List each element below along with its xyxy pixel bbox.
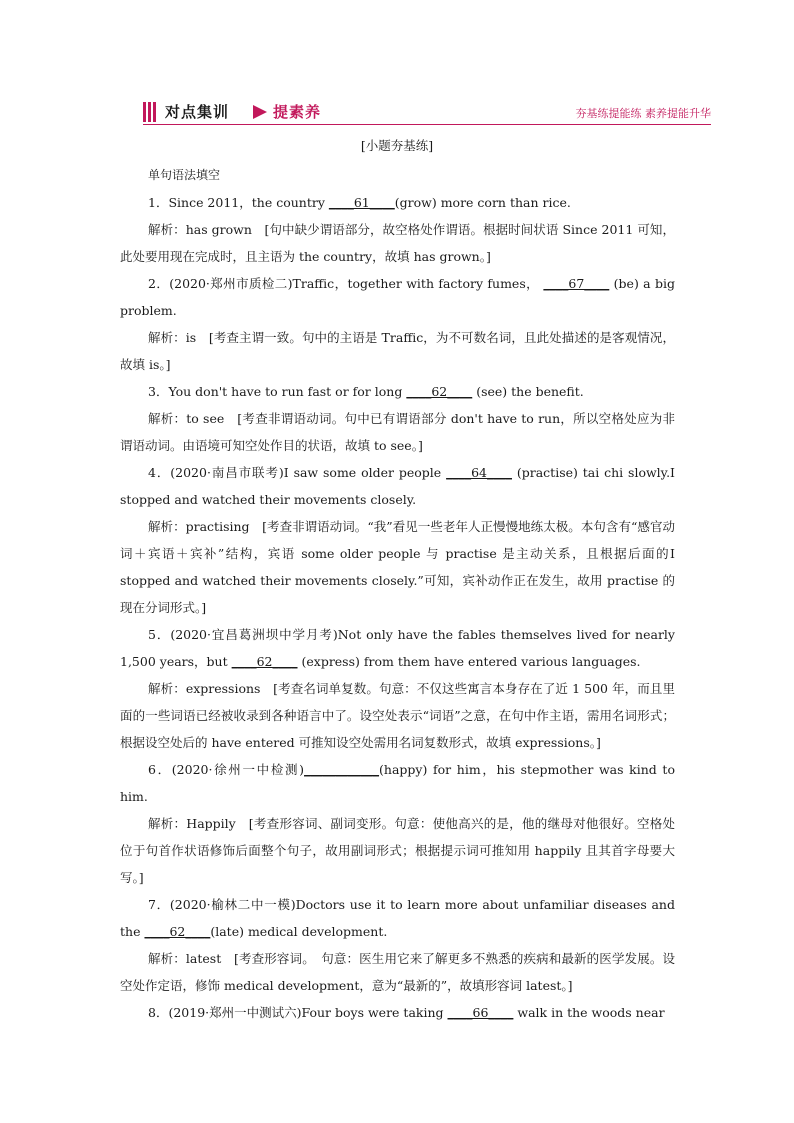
- question-3: [120, 378, 675, 405]
- question-text: 7．(2020·榆林二中一模)Doctors use it to learn more about unfamiliar diseases and the: [120, 897, 675, 939]
- question-text: 3．You don't have to run fast or for long: [148, 384, 407, 399]
- question-text: 4．(2020·南昌市联考)I saw some older people: [148, 465, 447, 480]
- question-text: (late) medical development.: [210, 924, 388, 939]
- answer-explanation-7: 解析：latest [考查形容词。 句意：医生用它来了解更多不熟悉的疾病和最新的医学发展。设空处作定语，修饰 medical development，意为“最新的”，故填形容词 latest。]: [120, 951, 675, 993]
- question-2: [120, 270, 675, 324]
- question-text: (grow) more corn than rice.: [394, 195, 571, 210]
- answer-blank: ____61____: [328, 195, 395, 210]
- answer-blank: ____64____: [446, 465, 512, 480]
- question-5: [120, 621, 675, 675]
- answer-explanation-5: 解析：expressions [考查名词单复数。句意：不仅这些寓言本身存在了近 1 500 年，而且里面的一些词语已经被收录到各种语言中了。设空处表示“词语”之意，在句中作主语，需用名词形式；根据设空处后的 have entered 可推知设空处需用名词复数形式，故填 expressions。]: [120, 681, 675, 750]
- answer-explanation-6: 解析：Happily [考查形容词、副词变形。句意：使他高兴的是，他的继母对他很好。空格处位于句首作状语修饰后面整个句子，故用副词形式；根据提示词可推知用 happily 且其首字母要大写。]: [120, 816, 675, 885]
- question-text: 6．(2020·徐州一中检测): [148, 762, 305, 777]
- question-6: [120, 756, 675, 810]
- question-text: 1．Since 2011，the country: [148, 195, 329, 210]
- header-right-text: 夯基练提能练 素养提能升华: [575, 107, 711, 120]
- question-text: (be) a big problem.: [120, 276, 676, 318]
- answer-explanation-1: 解析：has grown [句中缺少谓语部分，故空格处作谓语。根据时间状语 Since 2011 可知，此处要用现在完成时，且主语为 the country，故填 has grown。]: [120, 222, 675, 264]
- answer-blank: ____62____: [406, 384, 473, 399]
- header-subtitle: 提素养: [273, 103, 322, 121]
- question-text: (express) from them have entered various languages.: [297, 654, 641, 669]
- question-text: 5．(2020·宜昌葛洲坝中学月考)Not only have the fables themselves lived for nearly 1,500 years，but: [120, 627, 675, 669]
- question-4: [120, 459, 675, 513]
- question-text: walk in the woods near: [513, 1005, 665, 1020]
- header-title: 对点集训: [165, 103, 230, 121]
- answer-blank: ____62____: [144, 924, 211, 939]
- header-divider: [143, 124, 711, 125]
- question-7: [120, 891, 675, 945]
- answer-blank: ____________: [304, 762, 380, 777]
- content-body: [120, 162, 675, 1026]
- question-text: 8．(2019·郑州一中测试六)Four boys were taking: [148, 1005, 448, 1020]
- answer-blank: ____67____: [543, 276, 610, 291]
- arrow-right-icon: [253, 105, 267, 119]
- question-1: [120, 189, 675, 216]
- answer-explanation-4: 解析：practising [考查非谓语动词。“我”看见一些老年人正慢慢地练太极。本句含有“感官动词＋宾语＋宾补”结构，宾语 some older people 与 practise 是主动关系，且根据后面的I stopped and watched their movements closely.”可知，宾补动作正在发生，故用 practise 的现在分词形式。]: [120, 519, 675, 615]
- question-text: 2．(2020·郑州市质检二)Traffic，together with factory fumes，: [148, 276, 544, 291]
- answer-explanation-2: 解析：is [考查主谓一致。句中的主语是 Traffic，为不可数名词，且此处描述的是客观情况，故填 is。]: [120, 330, 675, 372]
- question-8: [120, 999, 675, 1026]
- section-header: [143, 100, 711, 124]
- sub-heading: 单句语法填空: [148, 168, 221, 182]
- answer-explanation-3: 解析：to see [考查非谓语动词。句中已有谓语部分 don't have to run，所以空格处应为非谓语动词。由语境可知空处作目的状语，故填 to see。]: [120, 411, 675, 453]
- question-text: (see) the benefit.: [472, 384, 584, 399]
- question-text: (happy) for him，his stepmother was kind to him.: [120, 762, 675, 804]
- question-text: (practise) tai chi slowly.I stopped and watched their movements closely.: [120, 465, 675, 507]
- header-bars-decoration: [143, 102, 157, 122]
- answer-blank: ____66____: [447, 1005, 514, 1020]
- section-title: [小题夯基练]: [360, 138, 434, 153]
- answer-blank: ____62____: [231, 654, 298, 669]
